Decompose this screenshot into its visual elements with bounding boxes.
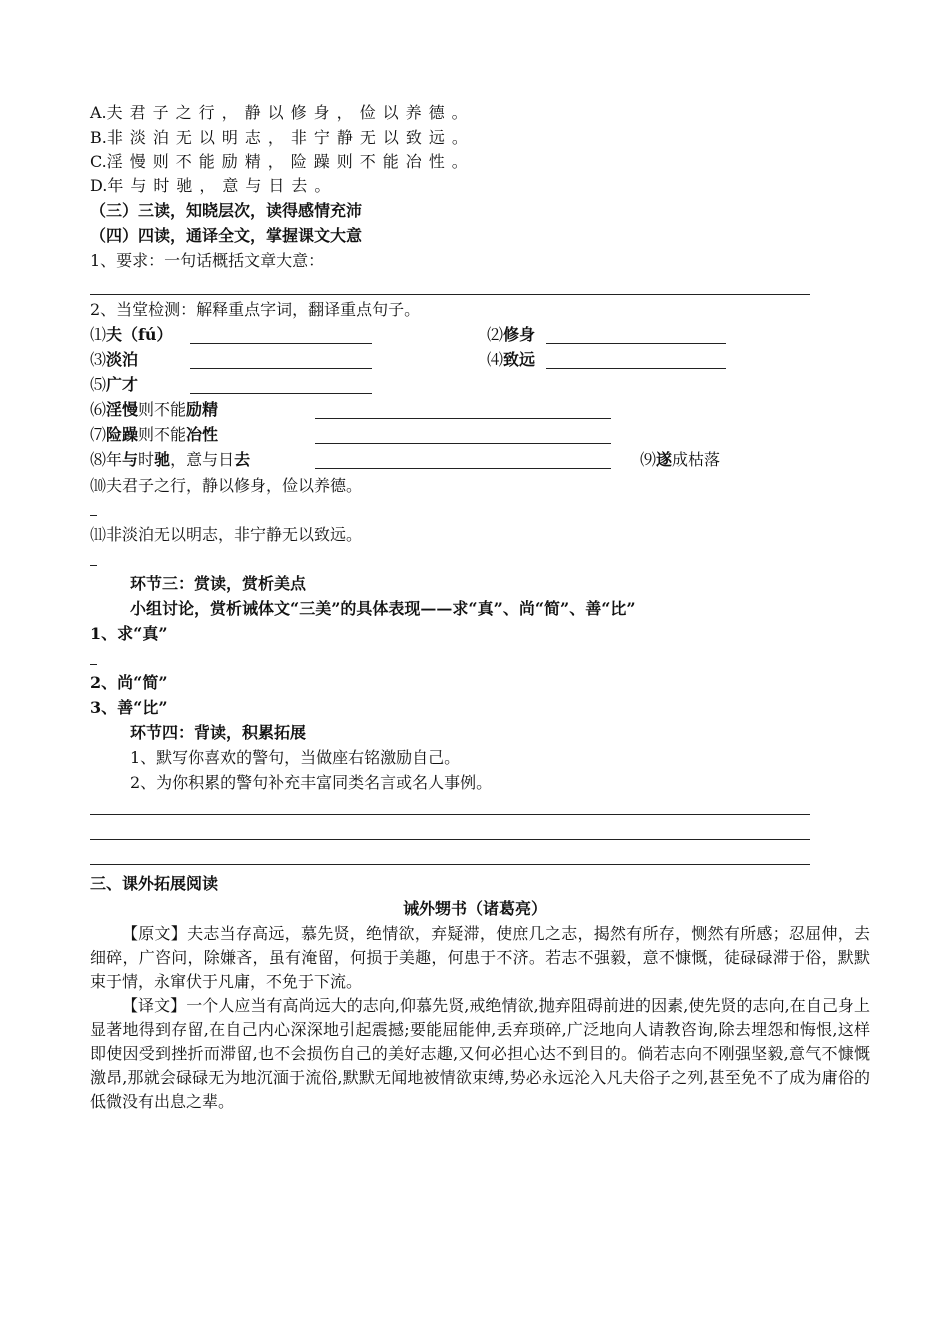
item-sentence: 非淡泊无以明志，非宁静无以致远。 (106, 525, 363, 544)
question-metaphor: 3、善“比” (90, 698, 168, 717)
item-word: 淫慢 (106, 400, 139, 419)
summary-requirement: 1、要求：一句话概括文章大意： (90, 251, 325, 270)
in-class-check: 2、当堂检测：解释重点字词，翻译重点句子。 (90, 300, 421, 319)
item-word: 冶性 (186, 425, 219, 444)
item-number: ⑼ (640, 450, 657, 469)
option-text: 夫君子之行，静以修身，俭以养德。 (106, 103, 475, 122)
option-text: 淫慢则不能励精，险躁则不能冶性。 (106, 152, 475, 171)
item-word: 致远 (503, 350, 536, 369)
answer-line[interactable] (190, 368, 372, 369)
section-four-heading: （四）四读，通译全文，掌握课文大意 (90, 226, 363, 245)
link-four-task-1: 1、默写你喜欢的警句，当做座右铭激励自己。 (130, 748, 461, 767)
item-word: 险躁 (106, 425, 139, 444)
item-number: ⑾ (90, 525, 107, 544)
original-label: 【原文】 (122, 924, 188, 943)
option-text: 年与时驰，意与日去。 (107, 176, 338, 195)
item-4 (487, 350, 535, 370)
item-11 (90, 525, 362, 545)
item-number: ⑶ (90, 350, 107, 369)
translation-label: 【译文】 (122, 996, 187, 1015)
option-a (90, 103, 475, 123)
item-word: 夫（fú） (106, 325, 173, 344)
option-text: 非淡泊无以明志，非宁静无以致远。 (106, 128, 475, 147)
item-number: ⑵ (487, 325, 504, 344)
item-10 (90, 476, 362, 496)
option-letter: B. (90, 128, 107, 147)
item-number: ⑸ (90, 375, 107, 394)
item-number: ⑻ (90, 450, 107, 469)
answer-line[interactable] (546, 368, 726, 369)
item-8 (90, 450, 250, 470)
link-three-task: 小组讨论，赏析诫体文“三美”的具体表现——求“真”、尚“简”、善“比” (130, 599, 636, 618)
answer-line[interactable] (315, 443, 611, 444)
option-b (90, 128, 475, 148)
item-text: 时 (138, 450, 155, 469)
item-word: 修身 (503, 325, 536, 344)
answer-line[interactable] (90, 864, 810, 865)
part-three-heading: 三、课外拓展阅读 (90, 874, 219, 893)
option-letter: D. (90, 176, 108, 195)
item-7 (90, 425, 218, 445)
answer-line[interactable] (190, 393, 372, 394)
reading-title: 诫外甥书（诸葛亮） (402, 899, 547, 918)
answer-stub[interactable] (90, 515, 97, 516)
original-paragraph (90, 922, 870, 994)
option-c (90, 152, 475, 172)
item-word: 遂 (656, 450, 673, 469)
section-three-heading: （三）三读，知晓层次，读得感情充沛 (90, 201, 363, 220)
item-sentence: 夫君子之行，静以修身，俭以养德。 (106, 476, 363, 495)
item-5 (90, 375, 138, 395)
item-1 (90, 325, 173, 345)
answer-stub[interactable] (90, 565, 97, 566)
item-text: 则不能 (138, 400, 187, 419)
item-9 (640, 450, 720, 470)
item-text: 年 (106, 450, 123, 469)
answer-line[interactable] (315, 468, 611, 469)
answer-line[interactable] (190, 343, 372, 344)
item-text: 则不能 (138, 425, 187, 444)
item-word: 驰 (154, 450, 171, 469)
item-2 (487, 325, 535, 345)
item-text: ，意与日 (170, 450, 235, 469)
item-3 (90, 350, 138, 370)
item-number: ⑹ (90, 400, 107, 419)
translation-text: 一个人应当有高尚远大的志向,仰慕先贤,戒绝情欲,抛弃阻碍前进的因素,使先贤的志向,在自己身上显著地得到存留,在自己内心深深地引起震撼;要能屈能伸,丢弃琐碎,广泛地向人请教咨询,除去埋怨和悔恨,这样即使因受到挫折而滞留,也不会损伤自己的美好志趣,又何必担心达不到目的。倘若志向不刚强坚毅,意气不慷慨激昂,那就会碌碌无为地沉湎于流俗,默默无闻地被情欲束缚,势必永远沦入凡夫俗子之列,甚至免不了成为庸俗的低微没有出息之辈。 (90, 996, 870, 1111)
item-word: 去 (234, 450, 251, 469)
link-four-task-2: 2、为你积累的警句补充丰富同类名言或名人事例。 (130, 773, 493, 792)
item-number: ⑽ (90, 476, 107, 495)
item-word: 广才 (106, 375, 139, 394)
answer-line[interactable] (315, 418, 611, 419)
option-letter: A. (90, 103, 107, 122)
item-number: ⑷ (487, 350, 504, 369)
item-6 (90, 400, 218, 420)
answer-line[interactable] (90, 814, 810, 815)
item-word: 淡泊 (106, 350, 139, 369)
item-word: 励精 (186, 400, 219, 419)
item-number: ⑴ (90, 325, 107, 344)
item-text: 成枯落 (672, 450, 721, 469)
translation-paragraph (90, 994, 870, 1114)
link-four-heading: 环节四：背读，积累拓展 (130, 723, 307, 742)
link-three-heading: 环节三：赏读，赏析美点 (130, 574, 307, 593)
option-letter: C. (90, 152, 107, 171)
option-d (90, 176, 337, 196)
answer-line[interactable] (546, 343, 726, 344)
original-text: 夫志当存高远，慕先贤，绝情欲，弃疑滞，使庶几之志，揭然有所存，恻然有所感；忍屈伸，去细碎，广咨问，除嫌吝，虽有淹留，何损于美趣，何患于不济。若志不强毅，意不慷慨，徒碌碌滞于俗，默默束于情，永窜伏于凡庸，不免于下流。 (90, 924, 870, 991)
question-truth: 1、求“真” (90, 624, 168, 643)
item-word: 与 (122, 450, 139, 469)
answer-stub[interactable] (90, 664, 97, 665)
answer-line[interactable] (90, 294, 810, 295)
question-simple: 2、尚“简” (90, 673, 168, 692)
item-number: ⑺ (90, 425, 107, 444)
answer-line[interactable] (90, 839, 810, 840)
